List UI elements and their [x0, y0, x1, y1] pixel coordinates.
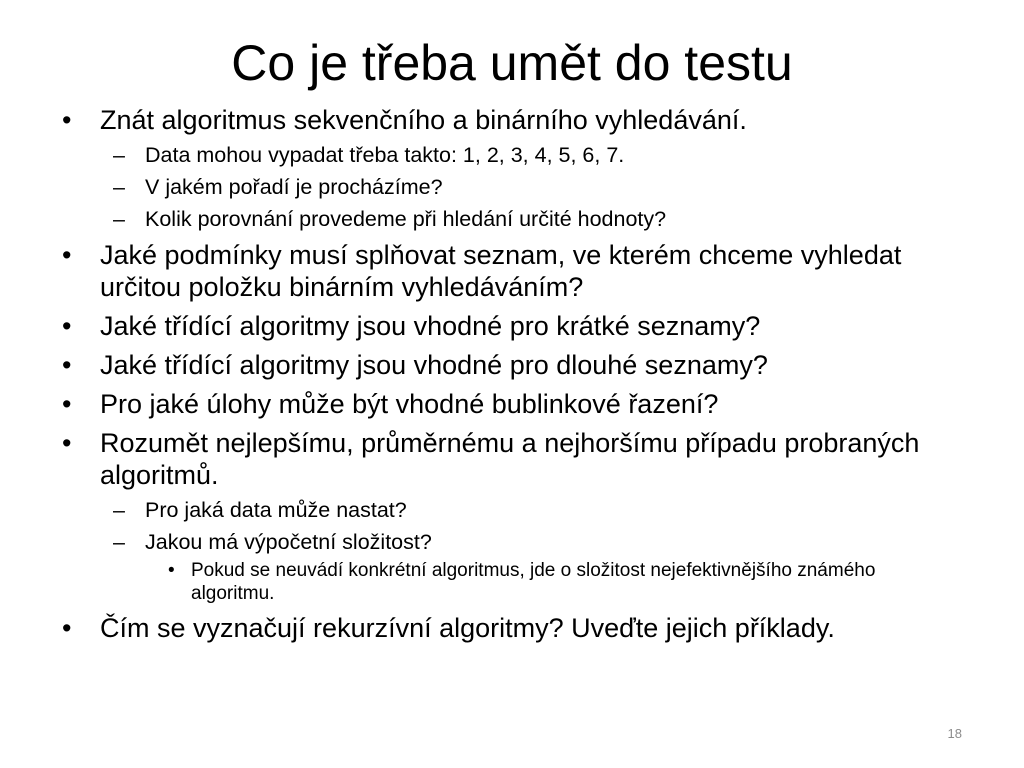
- bullet-icon: •: [62, 389, 72, 419]
- bullet-icon: •: [168, 560, 175, 581]
- list-item: [62, 206, 962, 232]
- bullet-icon: •: [62, 240, 72, 270]
- list-item: [62, 142, 962, 168]
- list-item: [62, 612, 962, 644]
- list-item-text: Jaké podmínky musí splňovat seznam, ve kterém chceme vyhledat určitou položku binárním vyhledáváním?: [100, 240, 902, 302]
- slide-title: Co je třeba umět do testu: [231, 35, 793, 91]
- list-item: [62, 310, 962, 342]
- list-item-text: Čím se vyznačují rekurzívní algoritmy? Uveďte jejich příklady.: [100, 613, 835, 643]
- dash-icon: –: [113, 530, 125, 554]
- dash-icon: –: [113, 498, 125, 522]
- list-item: [62, 427, 962, 491]
- list-item-text: Jaké třídící algoritmy jsou vhodné pro krátké seznamy?: [100, 311, 761, 341]
- list-item-text: Znát algoritmus sekvenčního a binárního vyhledávání.: [100, 105, 747, 135]
- list-item-text: Kolik porovnání provedeme při hledání určité hodnoty?: [145, 207, 667, 231]
- list-item: [62, 529, 962, 555]
- dash-icon: –: [113, 143, 125, 167]
- list-item-text: Jaké třídící algoritmy jsou vhodné pro dlouhé seznamy?: [100, 350, 768, 380]
- bullet-icon: •: [62, 350, 72, 380]
- list-item: [62, 559, 962, 605]
- bullet-list: [62, 104, 962, 644]
- list-item: [62, 349, 962, 381]
- bullet-icon: •: [62, 428, 72, 458]
- list-item: [62, 104, 962, 136]
- page-number: 18: [947, 726, 962, 741]
- list-item-text: Jakou má výpočetní složitost?: [145, 530, 432, 554]
- list-item-text: Pro jaké úlohy může být vhodné bublinkové řazení?: [100, 389, 719, 419]
- list-item-text: V jakém pořadí je procházíme?: [145, 175, 443, 199]
- list-item-text: Rozumět nejlepšímu, průměrnému a nejhoršímu případu probraných algoritmů.: [100, 428, 920, 490]
- dash-icon: –: [113, 207, 125, 231]
- list-item-text: Pro jaká data může nastat?: [145, 498, 407, 522]
- dash-icon: –: [113, 175, 125, 199]
- list-item: [62, 388, 962, 420]
- list-item: [62, 239, 962, 303]
- list-item-text: Pokud se neuvádí konkrétní algoritmus, jde o složitost nejefektivnějšího známého algoritmu.: [191, 560, 876, 604]
- bullet-icon: •: [62, 311, 72, 341]
- bullet-icon: •: [62, 105, 72, 135]
- bullet-icon: •: [62, 613, 72, 643]
- list-item: [62, 174, 962, 200]
- list-item: [62, 497, 962, 523]
- list-item-text: Data mohou vypadat třeba takto: 1, 2, 3, 4, 5, 6, 7.: [145, 143, 625, 167]
